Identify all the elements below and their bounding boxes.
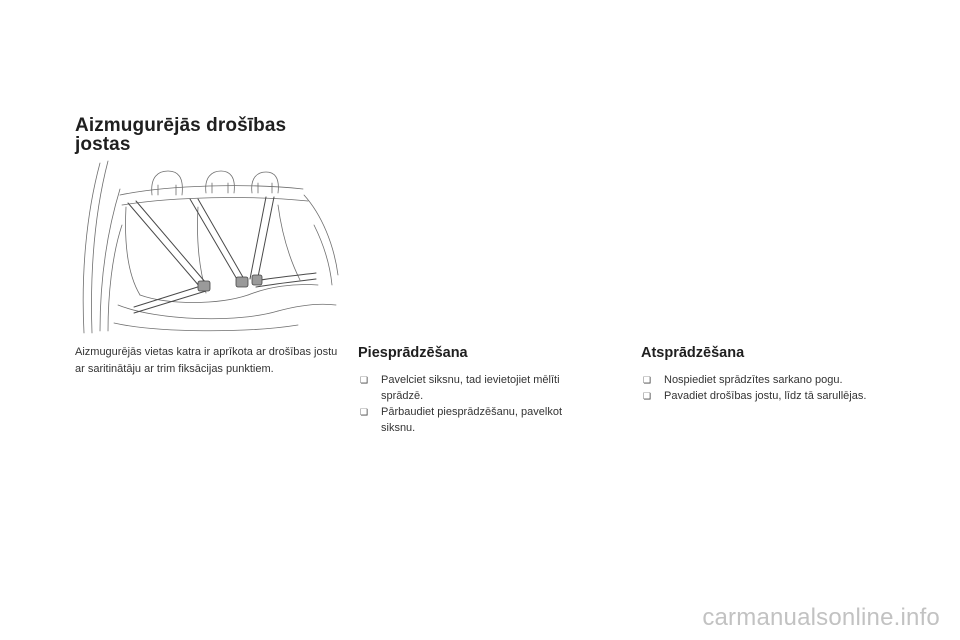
intro-text: Aizmugurējās vietas katra ir aprīkota ar drošības jostu ar saritinātāju ar trim fiksācijas punktiem.	[75, 346, 338, 375]
page-title-line-1: Aizmugurējās drošības	[75, 115, 287, 136]
square-bullet-icon: ❏	[360, 407, 369, 417]
rear-seat-belts-illustration	[78, 155, 340, 335]
fastening-heading: Piesprādzēšana	[358, 345, 468, 361]
page-title	[75, 116, 335, 154]
watermark: carmanualsonline.info	[702, 604, 940, 631]
fastening-steps	[358, 372, 598, 436]
list-item	[641, 388, 911, 404]
unfastening-step-2: Pavadiet drošības jostu, līdz tā sarullējas.	[664, 390, 867, 402]
fastening-section	[358, 344, 598, 436]
fastening-step-1: Pavelciet siksnu, tad ievietojiet mēlīti sprādzē.	[381, 374, 560, 402]
square-bullet-icon: ❏	[643, 391, 652, 401]
square-bullet-icon: ❏	[360, 375, 369, 385]
page-title-line-2: jostas	[75, 134, 131, 155]
unfastening-heading: Atsprādzēšana	[641, 345, 745, 361]
list-item	[641, 372, 911, 388]
unfastening-steps	[641, 372, 911, 404]
list-item	[358, 404, 598, 436]
fastening-step-2: Pārbaudiet piesprādzēšanu, pavelkot siksnu.	[381, 406, 563, 434]
square-bullet-icon: ❏	[643, 375, 652, 385]
unfastening-section	[641, 344, 911, 404]
list-item	[358, 372, 598, 404]
unfastening-step-1: Nospiediet sprādzītes sarkano pogu.	[664, 374, 843, 386]
